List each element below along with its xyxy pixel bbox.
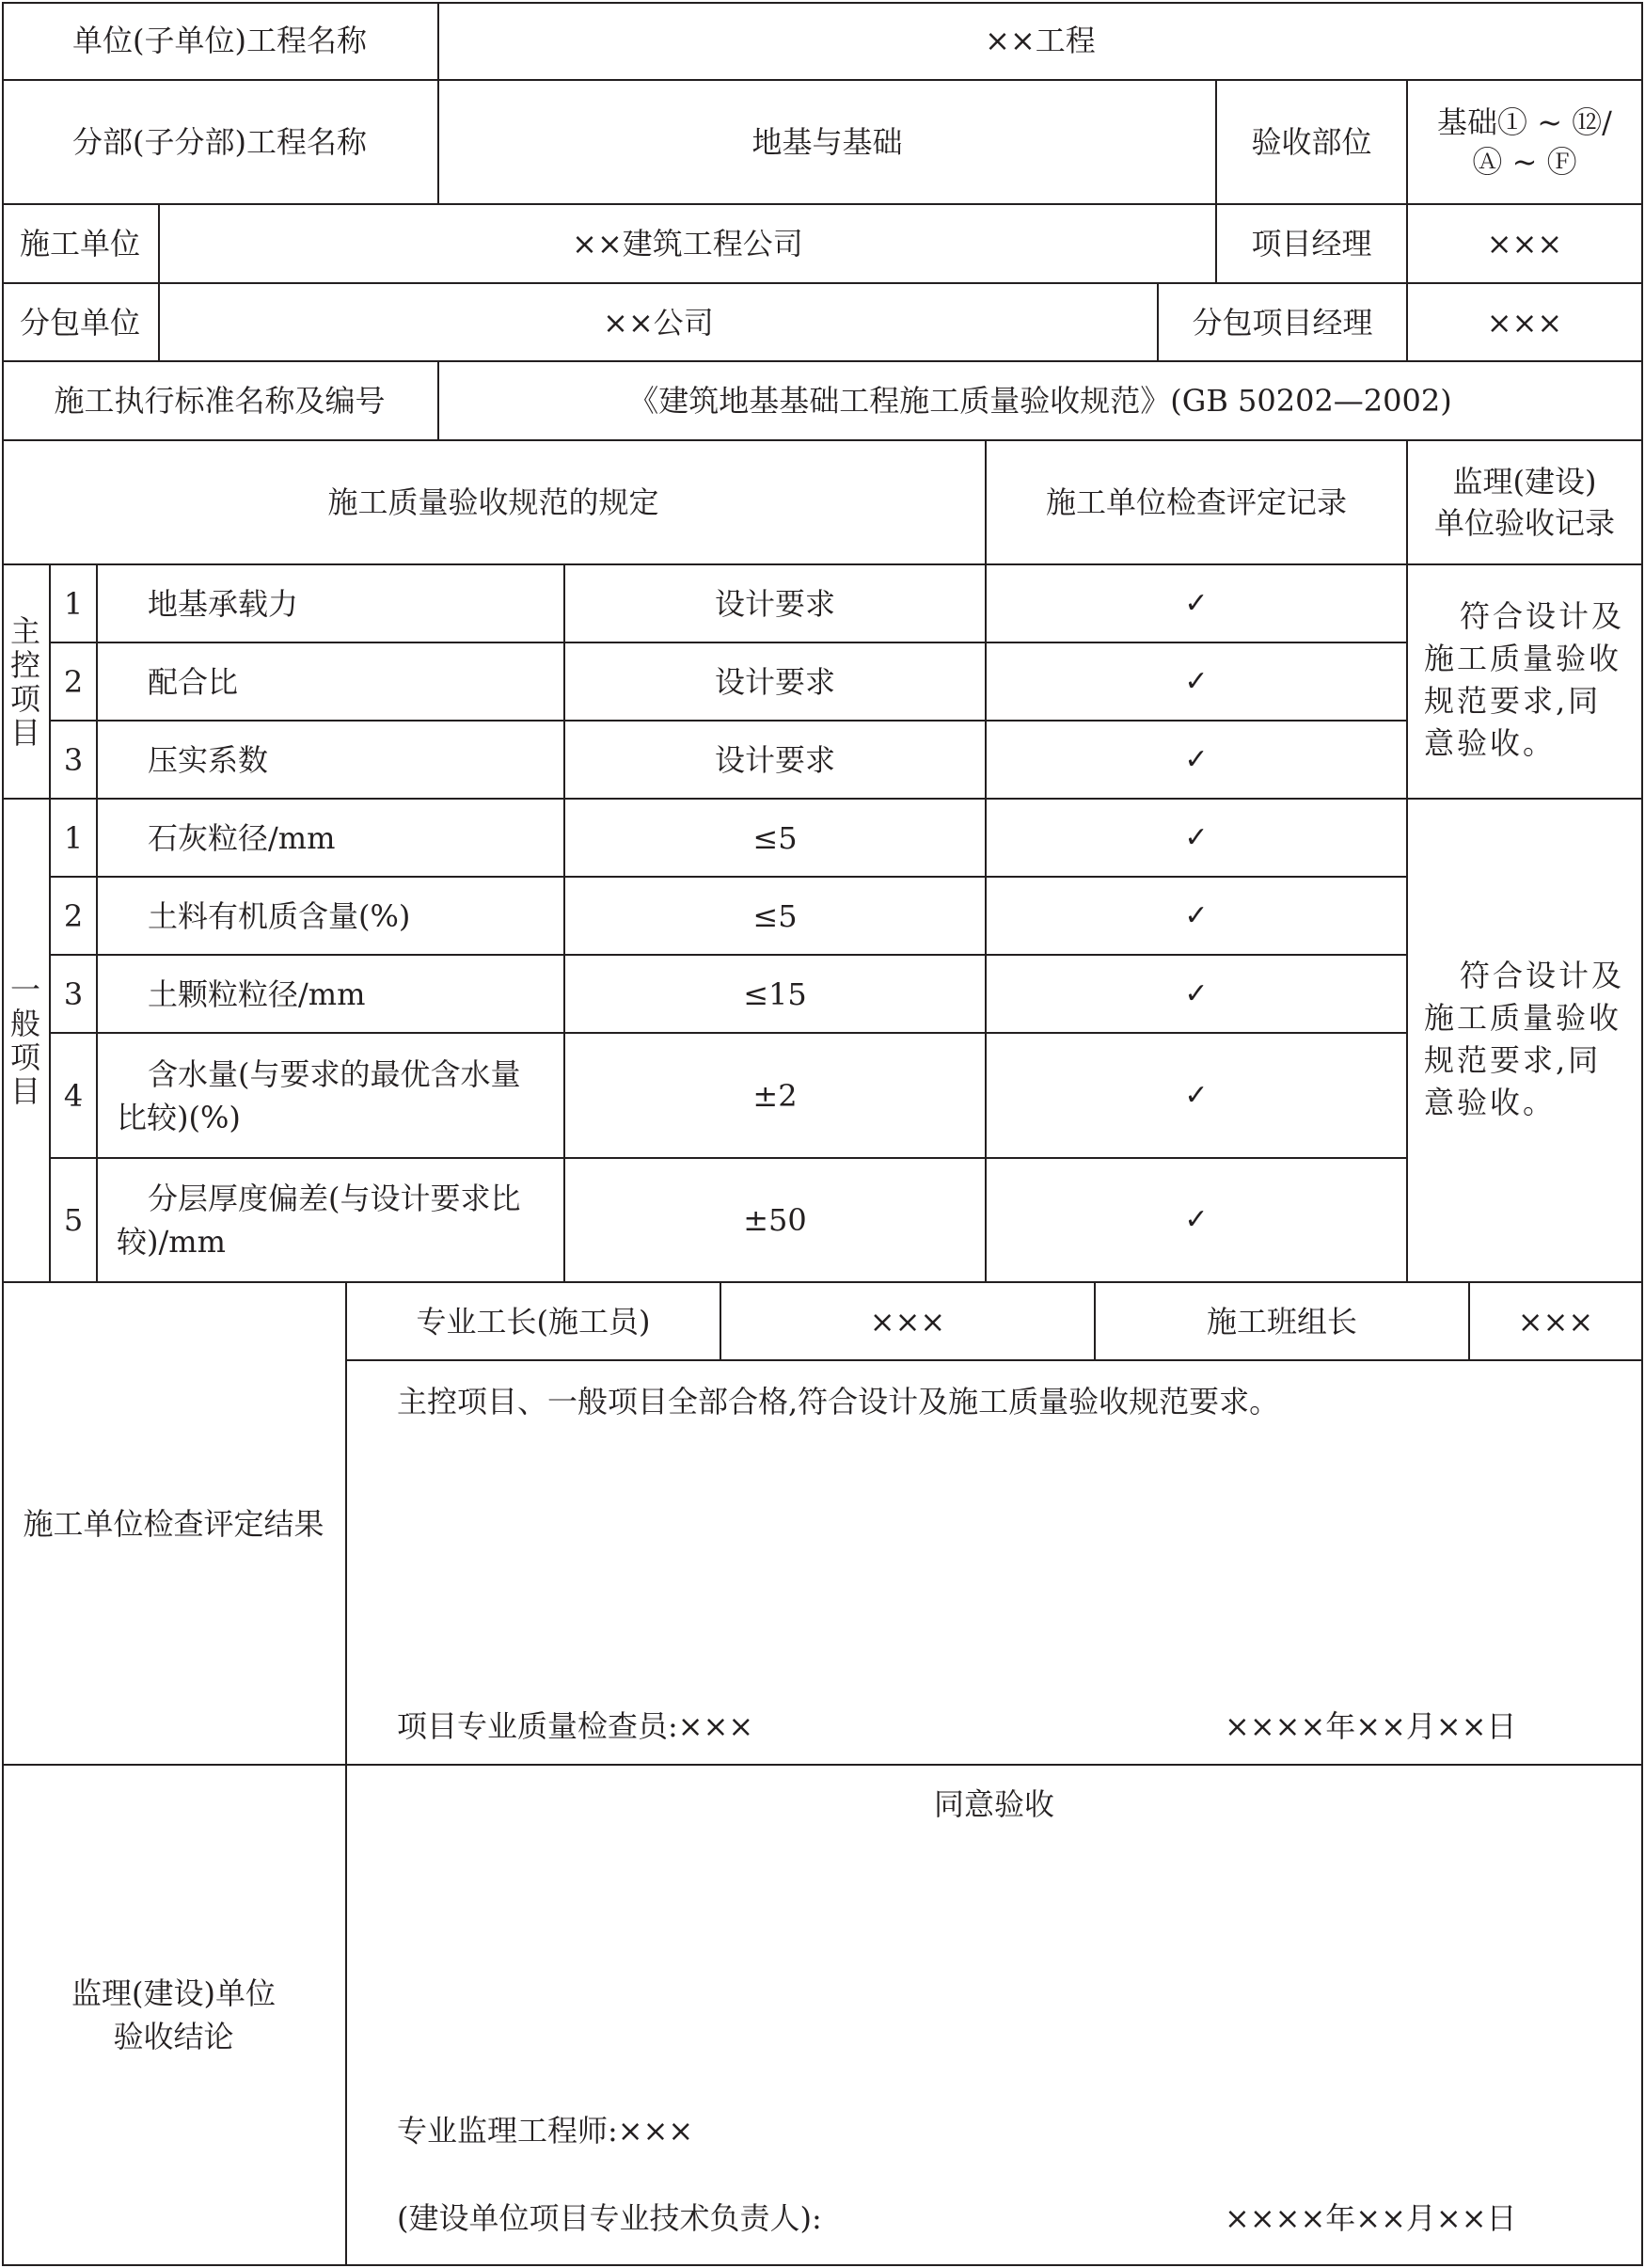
pm-value: ××× [1486,226,1563,262]
general-item-result: ✓ [1184,898,1209,932]
group-char: 一 [9,972,40,1007]
supervisor-conclusion-label [2,1766,345,2264]
group-char: 主 [9,612,40,649]
item-line: 分层厚度偏差(与设计要求比 [148,1181,521,1216]
border-right [1641,2,1643,2266]
supervisor-label-line2: 验收结论 [113,2019,234,2054]
group-char: 项 [9,680,40,717]
supervisor-record-header [1408,441,1641,563]
unit-project-label: 单位(子单位)工程名称 [72,23,367,58]
general-items-supervisor-remark [1424,955,1636,1124]
contractor-result-label: 施工单位检查评定结果 [23,1505,324,1542]
general-item-name: 土料有机质含量(%) [148,897,411,934]
general-item-result: ✓ [1184,1078,1209,1112]
general-item-requirement: ±50 [743,1202,807,1238]
main-item-requirement: 设计要求 [714,585,835,622]
border-bottom [2,2264,1643,2266]
general-item-name: 石灰粒径/mm [148,819,336,856]
general-item-no: 2 [63,897,84,934]
sub-project-value: 地基与基础 [751,124,903,160]
main-items-supervisor-remark [1424,595,1636,765]
remark-line: 意验收。 [1424,1085,1557,1120]
acceptance-part-value [1408,81,1641,203]
remark-line: 符合设计及 [1460,958,1625,993]
acceptance-part-line1: 基础① ~ ⑫/ [1437,104,1612,140]
main-item-name: 压实系数 [148,741,269,778]
subcontractor-label: 分包单位 [19,304,140,341]
remark-line: 规范要求,同 [1424,683,1602,719]
remark-line: 施工质量验收 [1424,641,1622,676]
spec-header: 施工质量验收规范的规定 [327,484,659,520]
foreman-label: 专业工长(施工员) [416,1303,651,1340]
team-leader-value: ××× [1517,1303,1594,1340]
item-line: 较)/mm [117,1224,226,1260]
main-item-no: 1 [63,585,84,622]
team-leader-label: 施工班组长 [1206,1303,1357,1340]
subcontractor-value: ××公司 [603,304,714,341]
main-item-requirement: 设计要求 [714,741,835,778]
remark-line: 施工质量验收 [1424,1000,1622,1036]
main-item-name: 地基承载力 [148,585,299,622]
foreman-value: ××× [869,1303,946,1340]
supervisor-label-line1: 监理(建设)单位 [71,1975,276,2011]
group-char: 项 [9,1039,40,1075]
main-item-requirement: 设计要求 [714,663,835,700]
general-item-requirement: ≤5 [752,897,798,934]
general-item-result: ✓ [1184,1203,1209,1236]
general-items-group-label [2,800,49,1281]
contractor-record-header: 施工单位检查评定记录 [1045,484,1347,520]
general-item-requirement: ±2 [752,1077,798,1114]
contractor-date: ××××年××月××日 [1225,1708,1517,1744]
main-item-result: ✓ [1184,664,1209,698]
acceptance-part-line2: Ⓐ ~ Ⓕ [1472,144,1577,180]
general-item-name: 土颗粒粒径/mm [148,975,366,1012]
main-item-result: ✓ [1184,742,1209,776]
supervisor-record-line2: 单位验收记录 [1433,505,1615,541]
remark-line: 符合设计及 [1460,598,1625,634]
pm-label: 项目经理 [1251,226,1372,262]
general-item-no: 1 [63,819,84,856]
main-item-name: 配合比 [148,663,239,700]
main-item-no: 2 [63,663,84,700]
col-divider [345,1281,347,2266]
general-item-requirement: ≤15 [743,975,807,1012]
quality-inspector: 项目专业质量检查员:××× [397,1708,754,1744]
contractor-value: ××建筑工程公司 [572,226,803,262]
supervisor-date: ××××年××月××日 [1225,2200,1517,2236]
supervisor-record-line1: 监理(建设) [1452,464,1597,500]
general-item-requirement: ≤5 [752,819,798,856]
general-item-name [98,1034,563,1157]
remark-line: 意验收。 [1424,725,1557,761]
item-line: 比较)(%) [117,1099,241,1135]
main-item-result: ✓ [1184,586,1209,620]
sub-pm-value: ××× [1486,304,1563,341]
sub-pm-label: 分包项目经理 [1192,304,1373,341]
standard-value: 《建筑地基基础工程施工质量验收规范》(GB 50202—2002) [628,383,1452,419]
row-divider [345,1359,1643,1361]
group-char: 目 [9,714,40,751]
main-item-no: 3 [63,741,84,778]
general-item-result: ✓ [1184,976,1209,1010]
remark-line: 规范要求,同 [1424,1042,1602,1078]
contractor-label: 施工单位 [19,226,140,262]
contractor-conclusion: 主控项目、一般项目全部合格,符合设计及施工质量验收规范要求。 [397,1384,1280,1419]
group-char: 控 [9,646,40,683]
standard-label: 施工执行标准名称及编号 [54,383,386,419]
inspection-form [2,2,1643,2266]
general-item-name [98,1159,563,1281]
group-char: 目 [9,1073,40,1109]
general-item-no: 3 [63,975,84,1012]
general-item-no: 4 [63,1077,84,1114]
general-item-result: ✓ [1184,820,1209,854]
supervisor-conclusion-text: 同意验收 [933,1786,1054,1822]
group-char: 般 [9,1006,40,1041]
unit-project-value: ××工程 [985,23,1096,58]
item-line: 含水量(与要求的最优含水量 [148,1055,521,1092]
general-item-no: 5 [63,1202,84,1238]
col-divider [1406,439,1408,1281]
acceptance-part-label: 验收部位 [1251,124,1372,160]
main-items-group-label [2,565,49,798]
sub-project-label: 分部(子分部)工程名称 [72,124,367,160]
supervision-engineer: 专业监理工程师:××× [397,2113,694,2149]
owner-representative: (建设单位项目专业技术负责人): [397,2200,822,2236]
